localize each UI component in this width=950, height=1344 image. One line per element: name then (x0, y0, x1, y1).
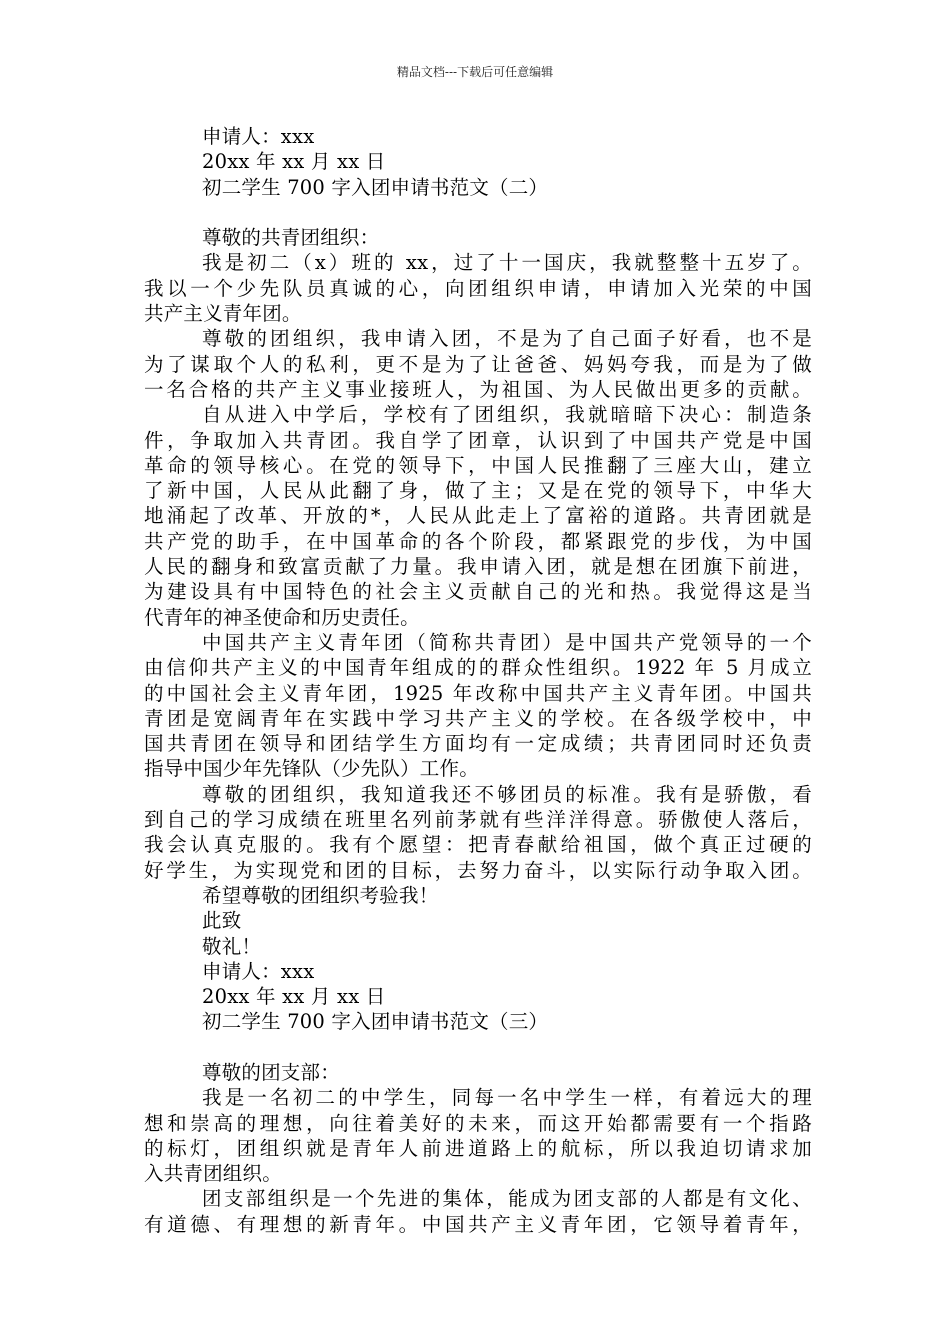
text-line: 革命的领导核心。在党的领导下，中国人民推翻了三座大山，建立 (144, 453, 812, 477)
text-line: 入共青团组织。 (144, 1162, 282, 1186)
blank-line (144, 1035, 812, 1060)
text-line: 想和崇高的理想，向往着美好的未来，而这开始都需要有一个指路 (144, 1111, 812, 1135)
text-line: 人民的翻身和致富贡献了力量。我申请入团，就是想在团旗下前进， (144, 555, 812, 579)
text-line: 尊敬的团组织，我知道我还不够团员的标准。我有是骄傲，看 (202, 782, 812, 806)
text-line: 的标灯，团组织就是青年人前进道路上的航标，所以我迫切请求加 (144, 1136, 812, 1160)
text-line: 团支部组织是一个先进的集体，能成为团支部的人都是有文化、 (202, 1187, 812, 1211)
text-line: 件，争取加入共青团。我自学了团章，认识到了中国共产党是中国 (144, 428, 812, 452)
text-line: 为建设具有中国特色的社会主义贡献自己的光和热。我觉得这是当 (144, 580, 812, 604)
text-line: 共产主义青年团。 (144, 302, 302, 326)
document-body (144, 124, 812, 1237)
text-line: 我以一个少先队员真诚的心，向团组织申请，申请加入光荣的中国 (144, 276, 812, 300)
text-line: 此致 (202, 909, 242, 933)
text-line: 希望尊敬的团组织考验我！ (202, 883, 439, 907)
text-line: 尊敬的团支部： (202, 1060, 340, 1084)
text-line: 申请人：xxx (202, 959, 315, 983)
text-line: 初二学生 700 字入团申请书范文（三） (202, 1010, 549, 1034)
text-line: 中国共产主义青年团（简称共青团）是中国共产党领导的一个 (202, 630, 812, 654)
text-line: 申请人：xxx (202, 125, 315, 148)
text-line: 青团是宽阔青年在实践中学习共产主义的学校。在各级学校中，中 (144, 706, 812, 730)
text-line: 自从进入中学后，学校有了团组织，我就暗暗下决心：制造条 (202, 403, 812, 427)
text-line: 国共青团在领导和团结学生方面均有一定成绩；共青团同时还负责 (144, 732, 812, 756)
text-line: 为了谋取个人的私利，更不是为了让爸爸、妈妈夸我，而是为了做 (144, 352, 812, 376)
text-line: 代青年的神圣使命和历史责任。 (144, 605, 420, 629)
text-line: 20xx 年 xx 月 xx 日 (202, 150, 386, 174)
text-line: 我是初二（x）班的 xx，过了十一国庆，我就整整十五岁了。 (202, 251, 812, 275)
text-line: 20xx 年 xx 月 xx 日 (202, 985, 386, 1009)
text-line: 初二学生 700 字入团申请书范文（二） (202, 175, 549, 199)
text-line: 我会认真克服的。我有个愿望：把青春献给祖国，做个真正过硬的 (144, 833, 812, 857)
text-line: 我是一名初二的中学生，同每一名中学生一样，有着远大的理 (202, 1086, 812, 1110)
text-line: 尊敬的团组织，我申请入团，不是为了自己面子好看，也不是 (202, 327, 812, 351)
text-line: 尊敬的共青团组织： (202, 226, 380, 250)
text-line: 指导中国少年先锋队（少先队）工作。 (144, 757, 479, 781)
text-line: 由信仰共产主义的中国青年组成的的群众性组织。1922 年 5 月成立 (144, 656, 812, 680)
text-line: 的中国社会主义青年团，1925 年改称中国共产主义青年团。中国共 (144, 681, 812, 705)
text-line: 敬礼！ (202, 934, 262, 958)
text-line: 地涌起了改革、开放的*，人民从此走上了富裕的道路。共青团就是 (144, 504, 812, 528)
blank-line (144, 200, 812, 225)
text-line: 有道德、有理想的新青年。中国共产主义青年团，它领导着青年， (144, 1212, 812, 1236)
text-line: 共产党的助手，在中国革命的各个阶段，都紧跟党的步伐，为中国 (144, 529, 812, 553)
text-line: 好学生，为实现党和团的目标，去努力奋斗，以实际行动争取入团。 (144, 858, 812, 882)
text-line: 了新中国，人民从此翻了身，做了主；又是在党的领导下，中华大 (144, 479, 812, 503)
text-line: 到自己的学习成绩在班里名列前茅就有些洋洋得意。骄傲使人落后， (144, 808, 812, 832)
page-header: 精品文档---下载后可任意编辑 (396, 65, 554, 79)
text-line: 一名合格的共产主义事业接班人，为祖国、为人民做出更多的贡献。 (144, 377, 812, 401)
